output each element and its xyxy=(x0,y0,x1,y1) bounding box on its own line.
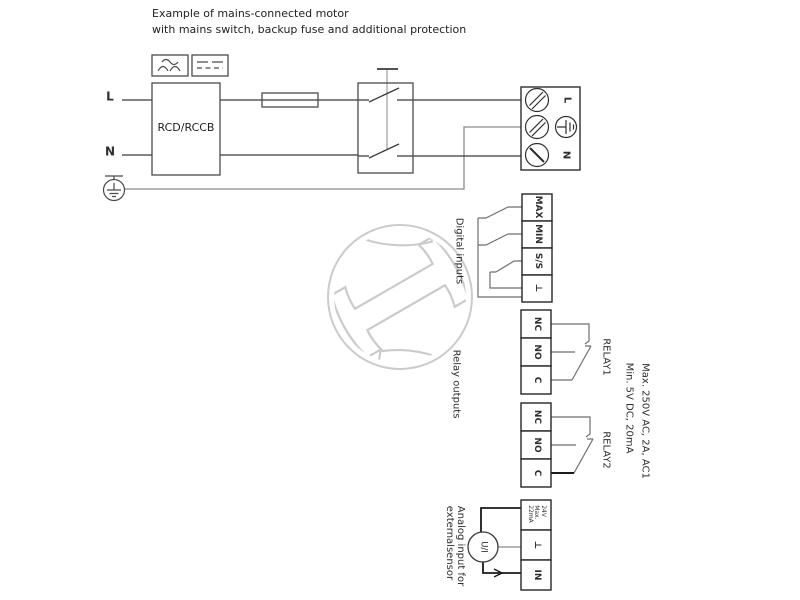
analog-supply-line3: 22mA xyxy=(526,505,534,523)
dc-icon-box xyxy=(192,55,228,76)
digital-inputs-wiring xyxy=(478,207,522,297)
relay2-wiring xyxy=(551,417,593,473)
analog-terminal-in: IN xyxy=(531,569,542,581)
mains-switch-box xyxy=(358,83,413,173)
screw-terminal-l xyxy=(526,89,549,112)
component-boxes xyxy=(152,55,413,175)
title-line-1: Example of mains-connected motor xyxy=(152,7,349,20)
rcd-rccb-label: RCD/RCCB xyxy=(157,120,215,134)
earth-ground-icon xyxy=(104,176,125,201)
relay1-wiring xyxy=(551,324,591,380)
terminal-l-label: L xyxy=(561,96,573,104)
relay-min-rating: Min. 5V DC, 20mA xyxy=(623,362,635,454)
digital-terminal-gnd: ⊥ xyxy=(532,283,543,293)
relay1-terminal-no: NO xyxy=(531,344,542,360)
relay2-terminal-c: C xyxy=(531,469,542,477)
mains-n-label: N xyxy=(104,144,116,159)
digital-inputs-heading: Digital inputs xyxy=(453,217,465,285)
title-line-2: with mains switch, backup fuse and additional protection xyxy=(152,23,467,36)
terminal-screws xyxy=(526,89,549,167)
mains-l-label: L xyxy=(106,89,114,104)
relay1-terminal-c: C xyxy=(531,376,542,384)
rcd-type-icon-box xyxy=(152,55,188,76)
watermark-logo xyxy=(327,126,472,474)
analog-terminal-gnd: ⊥ xyxy=(531,540,542,550)
relay1-label: RELAY1 xyxy=(600,338,612,376)
analog-heading-line1: Analog input for xyxy=(455,505,466,587)
analog-supply-line1: 24V xyxy=(539,505,547,517)
screw-terminal-earth xyxy=(526,116,549,139)
analog-supply-label xyxy=(526,505,546,523)
relay1-terminal-nc: NC xyxy=(531,316,542,332)
digital-terminal-max: MAX xyxy=(532,195,543,219)
analog-input-heading xyxy=(444,506,466,586)
digital-terminal-min: MIN xyxy=(532,224,543,244)
digital-terminal-ss: S/S xyxy=(532,252,543,270)
analog-heading-line2: externalsensor xyxy=(444,505,455,581)
relay-max-rating: Max. 250V AC, 2A, AC1 xyxy=(639,363,651,479)
sensor-ui-label: U/I xyxy=(478,541,489,553)
relay2-terminal-no: NO xyxy=(531,437,542,453)
terminal-n-label: N xyxy=(560,150,572,160)
relay-outputs-heading: Relay outputs xyxy=(450,349,462,419)
relay2-terminal-nc: NC xyxy=(531,409,542,425)
analog-supply-line2: Max. xyxy=(533,505,541,520)
relay2-label: RELAY2 xyxy=(600,431,612,469)
